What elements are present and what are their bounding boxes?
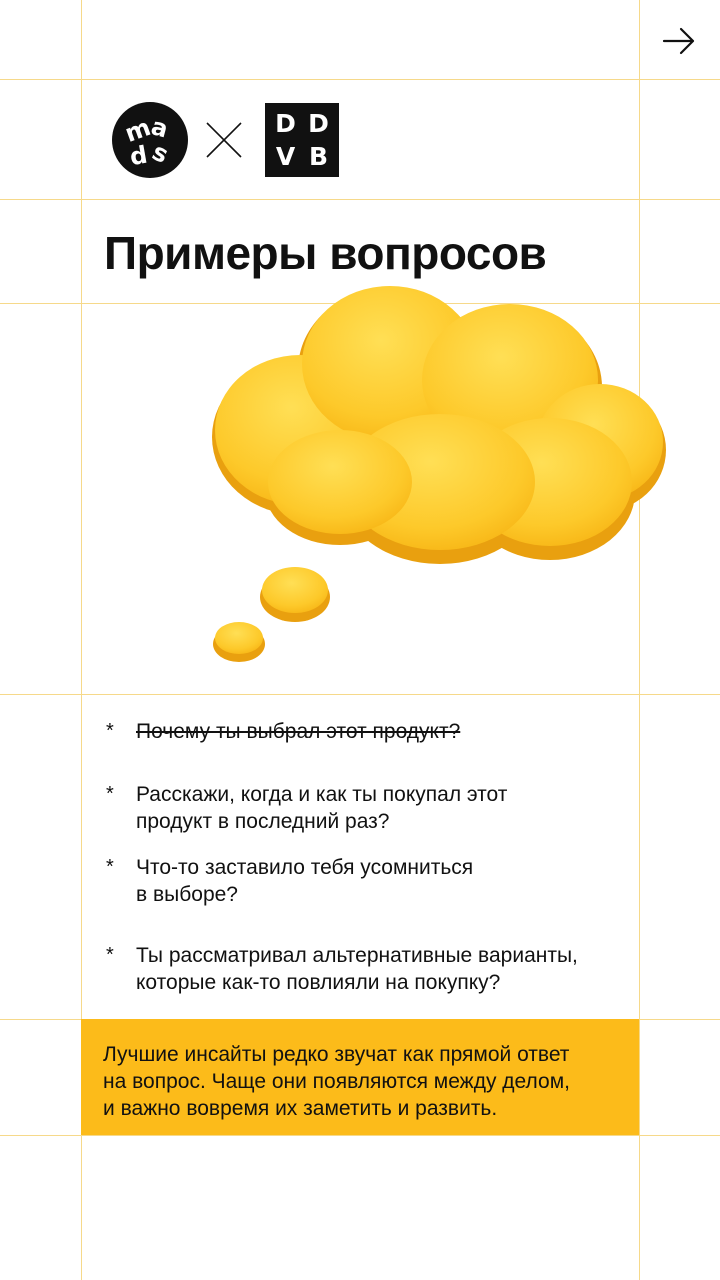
- bullet-icon: *: [106, 783, 114, 805]
- bullet-icon: *: [106, 944, 114, 966]
- mads-logo: [110, 100, 190, 180]
- ddvb-letter: V: [275, 142, 296, 171]
- svg-text:a: a: [148, 112, 172, 144]
- ddvb-letter: D: [275, 109, 296, 138]
- ddvb-letter: D: [308, 109, 329, 138]
- grid-line: [0, 694, 720, 695]
- note-line: на вопрос. Чаще они появляются между делом,: [103, 1070, 570, 1093]
- question-line: Ты рассматривал альтернативные варианты,: [136, 944, 578, 967]
- question-line: Расскажи, когда и как ты покупал этот: [136, 783, 508, 806]
- partner-logos: [110, 102, 339, 178]
- grid-line: [0, 79, 720, 80]
- ddvb-letter: B: [308, 142, 329, 171]
- grid-line: [0, 1135, 720, 1136]
- list-item: [106, 718, 626, 748]
- insight-note: [81, 1019, 639, 1135]
- question-line: которые как-то повлияли на покупку?: [136, 971, 501, 994]
- question-line: продукт в последний раз?: [136, 810, 390, 833]
- page-title: Примеры вопросов: [104, 227, 547, 279]
- question-line: Что-то заставило тебя усомниться: [136, 856, 474, 879]
- question-line: в выборе?: [136, 883, 238, 906]
- note-line: Лучшие инсайты редко звучат как прямой ответ: [103, 1043, 570, 1066]
- bullet-icon: *: [106, 856, 114, 878]
- arrow-right-icon[interactable]: [660, 22, 698, 60]
- close-cross-icon: [204, 120, 244, 160]
- ddvb-logo: [265, 103, 339, 177]
- list-item: [106, 942, 626, 996]
- svg-text:s: s: [147, 137, 173, 169]
- grid-line: [0, 199, 720, 200]
- question-text: Почему ты выбрал этот продукт?: [136, 720, 461, 743]
- list-item: [106, 781, 626, 835]
- svg-text:d: d: [127, 140, 150, 172]
- note-line: и важно вовремя их заметить и развить.: [103, 1097, 498, 1120]
- list-item: [106, 854, 626, 908]
- questions-list: [106, 718, 626, 996]
- bullet-icon: *: [106, 720, 114, 742]
- thought-cloud-icon: [205, 282, 675, 672]
- svg-text:m: m: [121, 113, 155, 148]
